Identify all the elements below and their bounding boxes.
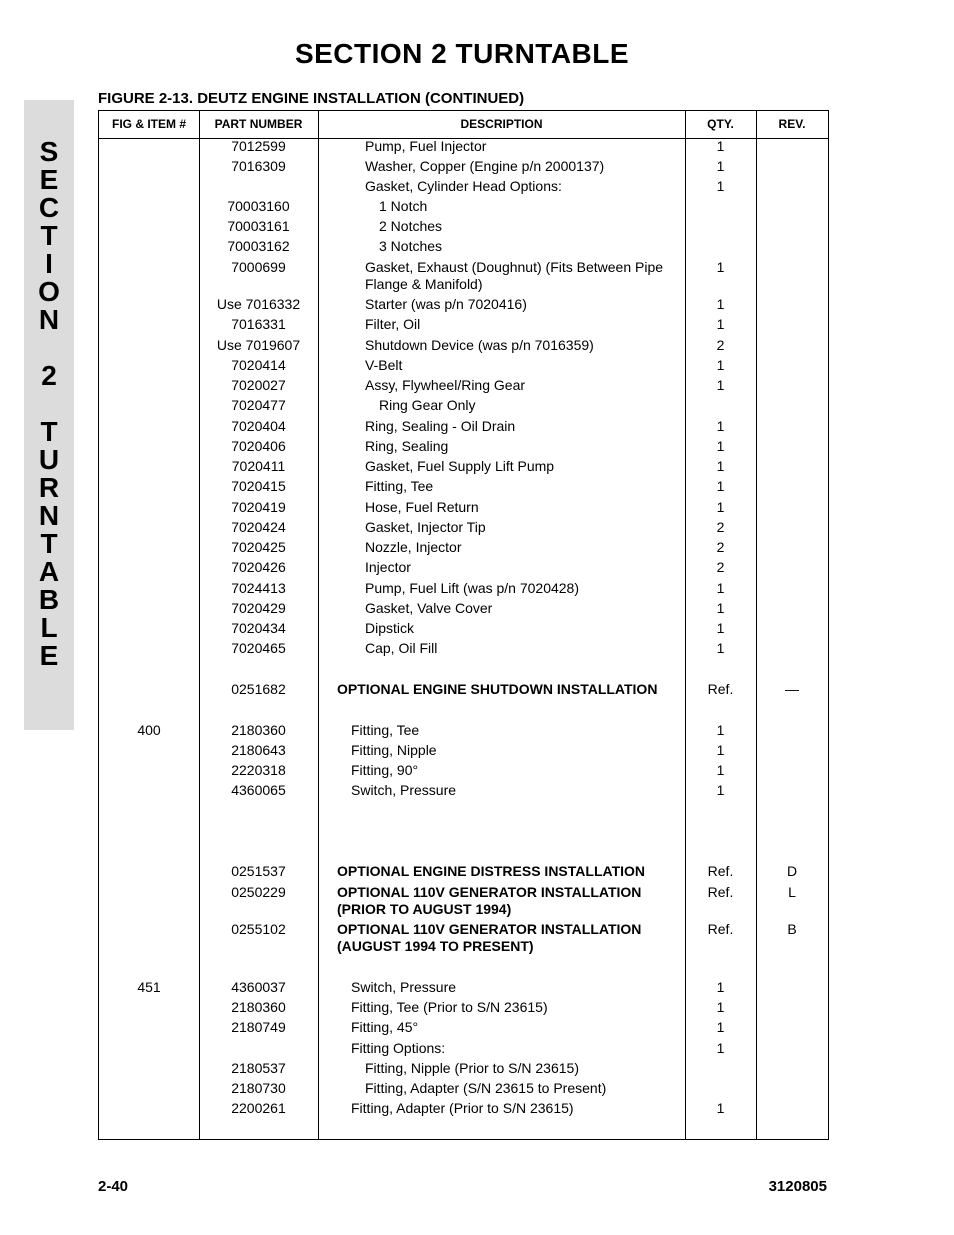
rev-cell: D <box>786 863 798 879</box>
part-number-cell: 0251537 <box>231 863 286 879</box>
fig-item-cell: 451 <box>137 979 161 995</box>
part-number-cell: 70003161 <box>227 218 290 234</box>
description-cell: 1 Notch <box>379 198 428 214</box>
qty-cell: 2 <box>716 559 725 575</box>
part-number-cell: 7020429 <box>231 600 286 616</box>
part-number-cell: 70003162 <box>227 238 290 254</box>
rev-cell: B <box>787 921 797 937</box>
description-cell: Ring, Sealing <box>365 438 449 454</box>
qty-cell: 2 <box>716 519 725 535</box>
part-number-cell: 7020424 <box>231 519 286 535</box>
part-number-cell: 0250229 <box>231 884 286 900</box>
side-tab-letter: T <box>40 528 58 559</box>
fig-item-cell: 400 <box>137 722 161 738</box>
part-number-cell: 7020027 <box>231 377 286 393</box>
side-tab-letter: R <box>38 472 60 503</box>
description-cell: Washer, Copper (Engine p/n 2000137) <box>365 158 605 174</box>
page-number: 2-40 <box>98 1178 129 1195</box>
part-number-cell: 7012599 <box>231 138 286 154</box>
part-number-cell: 7016331 <box>231 316 286 332</box>
side-tab-letter: E <box>39 164 59 195</box>
description-cell: Fitting, Tee <box>351 722 420 738</box>
description-cell: Assy, Flywheel/Ring Gear <box>365 377 526 393</box>
description-cell: Fitting, Tee (Prior to S/N 23615) <box>351 999 548 1015</box>
side-tab-letter: A <box>38 556 60 587</box>
qty-cell: 1 <box>716 1040 725 1056</box>
qty-cell: 1 <box>716 138 725 154</box>
description-cell: 3 Notches <box>379 238 443 254</box>
part-number-cell: 7020465 <box>231 640 286 656</box>
part-number-cell: Use 7016332 <box>216 296 301 312</box>
qty-cell: Ref. <box>707 921 734 937</box>
description-cell: Fitting, Adapter (Prior to S/N 23615) <box>351 1100 574 1116</box>
part-number-cell: 7020419 <box>231 499 286 515</box>
qty-cell: 1 <box>716 620 725 636</box>
side-tab-letter: U <box>38 444 60 475</box>
description-cell: OPTIONAL 110V GENERATOR INSTALLATION (AUGUST 1994 TO PRESENT) <box>337 921 642 954</box>
part-number-cell: 4360065 <box>231 782 286 798</box>
qty-cell: 1 <box>716 782 725 798</box>
description-cell: Hose, Fuel Return <box>365 499 479 515</box>
part-number-cell: 7020477 <box>231 397 286 413</box>
side-tab-letter: 2 <box>41 360 57 391</box>
header-part-number: PART NUMBER <box>214 117 303 131</box>
qty-cell: 2 <box>716 337 725 353</box>
description-cell: Gasket, Exhaust (Doughnut) (Fits Between Pipe Flange & Manifold) <box>365 259 664 292</box>
qty-cell: 1 <box>716 438 725 454</box>
description-cell: Injector <box>365 559 411 575</box>
description-cell: Pump, Fuel Lift (was p/n 7020428) <box>365 580 580 596</box>
side-tab-letter: T <box>40 416 58 447</box>
qty-cell: 1 <box>716 640 725 656</box>
part-number-cell: 7016309 <box>231 158 286 174</box>
part-number-cell: 7000699 <box>231 259 286 275</box>
qty-cell: 1 <box>716 458 725 474</box>
part-number-cell: 7020414 <box>231 357 286 373</box>
description-cell: Filter, Oil <box>365 316 421 332</box>
description-cell: Ring, Sealing - Oil Drain <box>365 418 516 434</box>
table-header <box>99 111 828 139</box>
column-divider <box>318 111 319 1139</box>
description-cell: Gasket, Injector Tip <box>365 519 486 535</box>
figure-title: FIGURE 2-13. DEUTZ ENGINE INSTALLATION (CONTINUED) <box>98 90 525 107</box>
description-cell: Ring Gear Only <box>379 397 476 413</box>
part-number-cell: Use 7019607 <box>216 337 301 353</box>
qty-cell: 1 <box>716 979 725 995</box>
section-title: SECTION 2 TURNTABLE <box>294 38 630 69</box>
part-number-cell: 7020406 <box>231 438 286 454</box>
qty-cell: 1 <box>716 158 725 174</box>
document-number: 3120805 <box>768 1178 827 1195</box>
description-cell: Switch, Pressure <box>351 979 457 995</box>
side-tab-letter: I <box>45 248 53 279</box>
part-number-cell: 2180643 <box>231 742 286 758</box>
description-cell: Gasket, Valve Cover <box>365 600 493 616</box>
qty-cell: 1 <box>716 478 725 494</box>
description-cell: Shutdown Device (was p/n 7016359) <box>365 337 594 353</box>
qty-cell: 1 <box>716 499 725 515</box>
part-number-cell: 7020425 <box>231 539 286 555</box>
qty-cell: Ref. <box>707 884 734 900</box>
side-section-tab <box>24 100 74 730</box>
part-number-cell: 0251682 <box>231 681 286 697</box>
description-cell: Fitting, Adapter (S/N 23615 to Present) <box>365 1080 607 1096</box>
description-cell: Nozzle, Injector <box>365 539 462 555</box>
description-cell: 2 Notches <box>379 218 443 234</box>
qty-cell: 1 <box>716 1019 725 1035</box>
parts-table <box>98 110 829 1140</box>
description-cell: Starter (was p/n 7020416) <box>365 296 527 312</box>
part-number-cell: 7020434 <box>231 620 286 636</box>
rev-cell: L <box>788 884 796 900</box>
description-cell: Switch, Pressure <box>351 782 457 798</box>
part-number-cell: 7020411 <box>231 458 286 474</box>
part-number-cell: 4360037 <box>231 979 286 995</box>
side-tab-letter: N <box>38 304 60 335</box>
qty-cell: Ref. <box>707 863 734 879</box>
description-cell: Fitting, 45° <box>351 1019 419 1035</box>
header-rev: REV. <box>778 117 806 131</box>
part-number-cell: 7020415 <box>231 478 286 494</box>
part-number-cell: 7020426 <box>231 559 286 575</box>
description-cell: Fitting, Nipple <box>351 742 437 758</box>
description-cell: Pump, Fuel Injector <box>365 138 487 154</box>
qty-cell: Ref. <box>707 681 734 697</box>
qty-cell: 1 <box>716 357 725 373</box>
qty-cell: 1 <box>716 316 725 332</box>
part-number-cell: 2180360 <box>231 722 286 738</box>
description-cell: Dipstick <box>365 620 415 636</box>
qty-cell: 1 <box>716 580 725 596</box>
part-number-cell: 2180749 <box>231 1019 286 1035</box>
qty-cell: 1 <box>716 259 725 275</box>
qty-cell: 1 <box>716 742 725 758</box>
qty-cell: 1 <box>716 178 725 194</box>
qty-cell: 1 <box>716 600 725 616</box>
description-cell: Cap, Oil Fill <box>365 640 438 656</box>
description-cell: Gasket, Fuel Supply Lift Pump <box>365 458 555 474</box>
qty-cell: 2 <box>716 539 725 555</box>
description-cell: V-Belt <box>365 357 403 373</box>
part-number-cell: 2220318 <box>231 762 286 778</box>
part-number-cell: 2180360 <box>231 999 286 1015</box>
description-cell: Fitting, Nipple (Prior to S/N 23615) <box>365 1060 579 1076</box>
side-tab-letter: C <box>38 192 60 223</box>
description-cell: OPTIONAL ENGINE SHUTDOWN INSTALLATION <box>337 681 658 697</box>
part-number-cell: 2180730 <box>231 1080 286 1096</box>
part-number-cell: 2200261 <box>231 1100 286 1116</box>
part-number-cell: 2180537 <box>231 1060 286 1076</box>
description-cell: OPTIONAL ENGINE DISTRESS INSTALLATION <box>337 863 646 879</box>
description-cell: Gasket, Cylinder Head Options: <box>365 178 562 194</box>
qty-cell: 1 <box>716 296 725 312</box>
side-tab-letter: N <box>38 500 60 531</box>
qty-cell: 1 <box>716 377 725 393</box>
part-number-cell: 7024413 <box>231 580 286 596</box>
rev-cell: — <box>785 681 799 697</box>
side-tab-letter: L <box>40 612 58 643</box>
qty-cell: 1 <box>716 999 725 1015</box>
qty-cell: 1 <box>716 762 725 778</box>
qty-cell: 1 <box>716 722 725 738</box>
side-tab-letter: T <box>40 220 58 251</box>
header-description: DESCRIPTION <box>460 117 543 131</box>
side-tab-letter: E <box>39 640 59 671</box>
part-number-cell: 70003160 <box>227 198 290 214</box>
qty-cell: 1 <box>716 1100 725 1116</box>
part-number-cell: 7020404 <box>231 418 286 434</box>
description-cell: Fitting, Tee <box>365 478 434 494</box>
description-cell: OPTIONAL 110V GENERATOR INSTALLATION (PRIOR TO AUGUST 1994) <box>337 884 642 917</box>
description-cell: Fitting, 90° <box>351 762 419 778</box>
side-tab-letter: O <box>38 276 60 307</box>
qty-cell: 1 <box>716 418 725 434</box>
side-tab-letter: S <box>39 136 59 167</box>
side-tab-letter: B <box>38 584 60 615</box>
header-qty: QTY. <box>707 117 734 131</box>
part-number-cell: 0255102 <box>231 921 286 937</box>
header-fig-item: FIG & ITEM # <box>111 117 186 131</box>
column-divider <box>756 111 757 1139</box>
description-cell: Fitting Options: <box>351 1040 446 1056</box>
